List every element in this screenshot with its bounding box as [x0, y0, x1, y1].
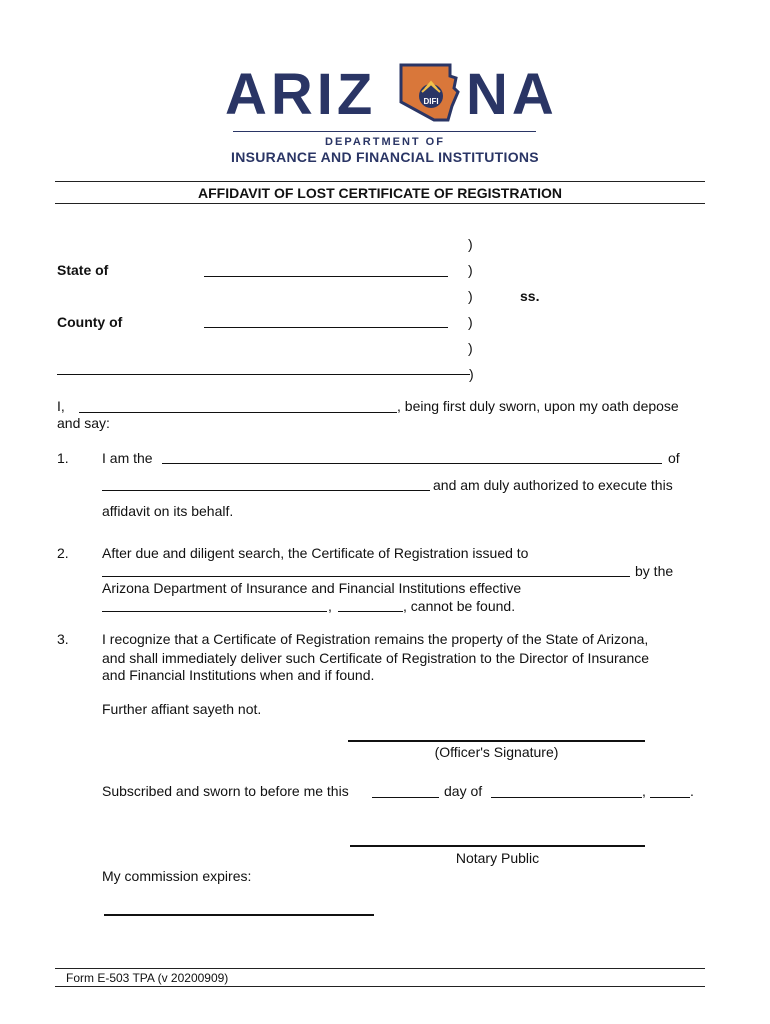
arizona-state-icon [398, 62, 464, 124]
commission-expires-label: My commission expires: [102, 868, 252, 884]
venue-paren-1: ) [468, 236, 473, 252]
item2-cannot: , cannot be found. [403, 598, 516, 614]
effective-date-field[interactable] [102, 611, 327, 612]
sworn-month-field[interactable] [491, 797, 642, 798]
item1-of: of [668, 450, 680, 466]
item3-line1: I recognize that a Certificate of Registration remains the property of the State of Arizona, [102, 631, 649, 647]
venue-paren-6: ) [469, 366, 474, 382]
venue-paren-4: ) [468, 314, 473, 330]
logo-dept-line2: INSURANCE AND FINANCIAL INSTITUTIONS [231, 149, 539, 165]
state-label: State of [57, 262, 109, 278]
form-title: AFFIDAVIT OF LOST CERTIFICATE OF REGISTRATION [198, 185, 562, 201]
ss-label: ss. [520, 288, 540, 304]
item2-line1: After due and diligent search, the Certificate of Registration issued to [102, 545, 529, 561]
sworn-day-field[interactable] [372, 797, 439, 798]
logo-divider [233, 131, 536, 132]
intro-prefix: I, [57, 398, 65, 414]
item1-number: 1. [57, 450, 69, 466]
commission-expires-field[interactable] [104, 914, 374, 916]
further-affiant: Further affiant sayeth not. [102, 701, 262, 717]
title-position-field[interactable] [162, 463, 662, 464]
item1-lead: I am the [102, 450, 153, 466]
subscribed-text: Subscribed and sworn to before me this [102, 783, 349, 799]
footer-rule [55, 968, 705, 969]
company-name-field[interactable] [102, 490, 430, 491]
item2-number: 2. [57, 545, 69, 561]
logo-word-right: NA [466, 62, 558, 127]
title-top-rule [55, 181, 705, 182]
title-bottom-rule [55, 203, 705, 204]
state-field[interactable] [204, 276, 448, 277]
item3-number: 3. [57, 631, 69, 647]
officer-signature-label: (Officer's Signature) [434, 744, 559, 760]
venue-blank-field[interactable] [57, 374, 470, 375]
item3-line2: and shall immediately deliver such Certificate of Registration to the Director of Insurance [102, 650, 650, 666]
item3-line3: and Financial Institutions when and if found. [102, 667, 375, 683]
effective-year-field[interactable] [338, 611, 403, 612]
item2-comma: , [328, 598, 332, 614]
venue-paren-5: ) [468, 340, 473, 356]
officer-signature-line[interactable] [348, 740, 645, 742]
notary-signature-line[interactable] [350, 845, 645, 847]
county-label: County of [57, 314, 123, 330]
venue-paren-3: ) [468, 288, 473, 304]
item1-line3: affidavit on its behalf. [102, 503, 234, 519]
sworn-year-field[interactable] [650, 797, 690, 798]
logo-word-left: ARIZ [225, 62, 377, 127]
item2-line3: Arizona Department of Insurance and Financial Institutions effective [102, 580, 522, 596]
logo-dept-line1: DEPARTMENT OF [325, 136, 445, 148]
issued-to-field[interactable] [102, 576, 630, 577]
item1-line2: and am duly authorized to execute this [433, 477, 673, 493]
affiant-name-field[interactable] [79, 412, 397, 413]
intro-line2: and say: [57, 415, 110, 431]
footer-bottom-rule [55, 986, 705, 987]
item2-by-the: by the [635, 563, 674, 579]
county-field[interactable] [204, 327, 448, 328]
notary-public-label: Notary Public [455, 850, 540, 866]
day-of-text: day of [444, 783, 483, 799]
logo-badge-text: DIFI [423, 97, 439, 106]
form-id: Form E-503 TPA (v 20200909) [66, 971, 229, 985]
sworn-comma: , [642, 783, 646, 799]
venue-paren-2: ) [468, 262, 473, 278]
intro-suffix: , being first duly sworn, upon my oath depose [397, 398, 679, 414]
sworn-period: . [690, 783, 694, 799]
